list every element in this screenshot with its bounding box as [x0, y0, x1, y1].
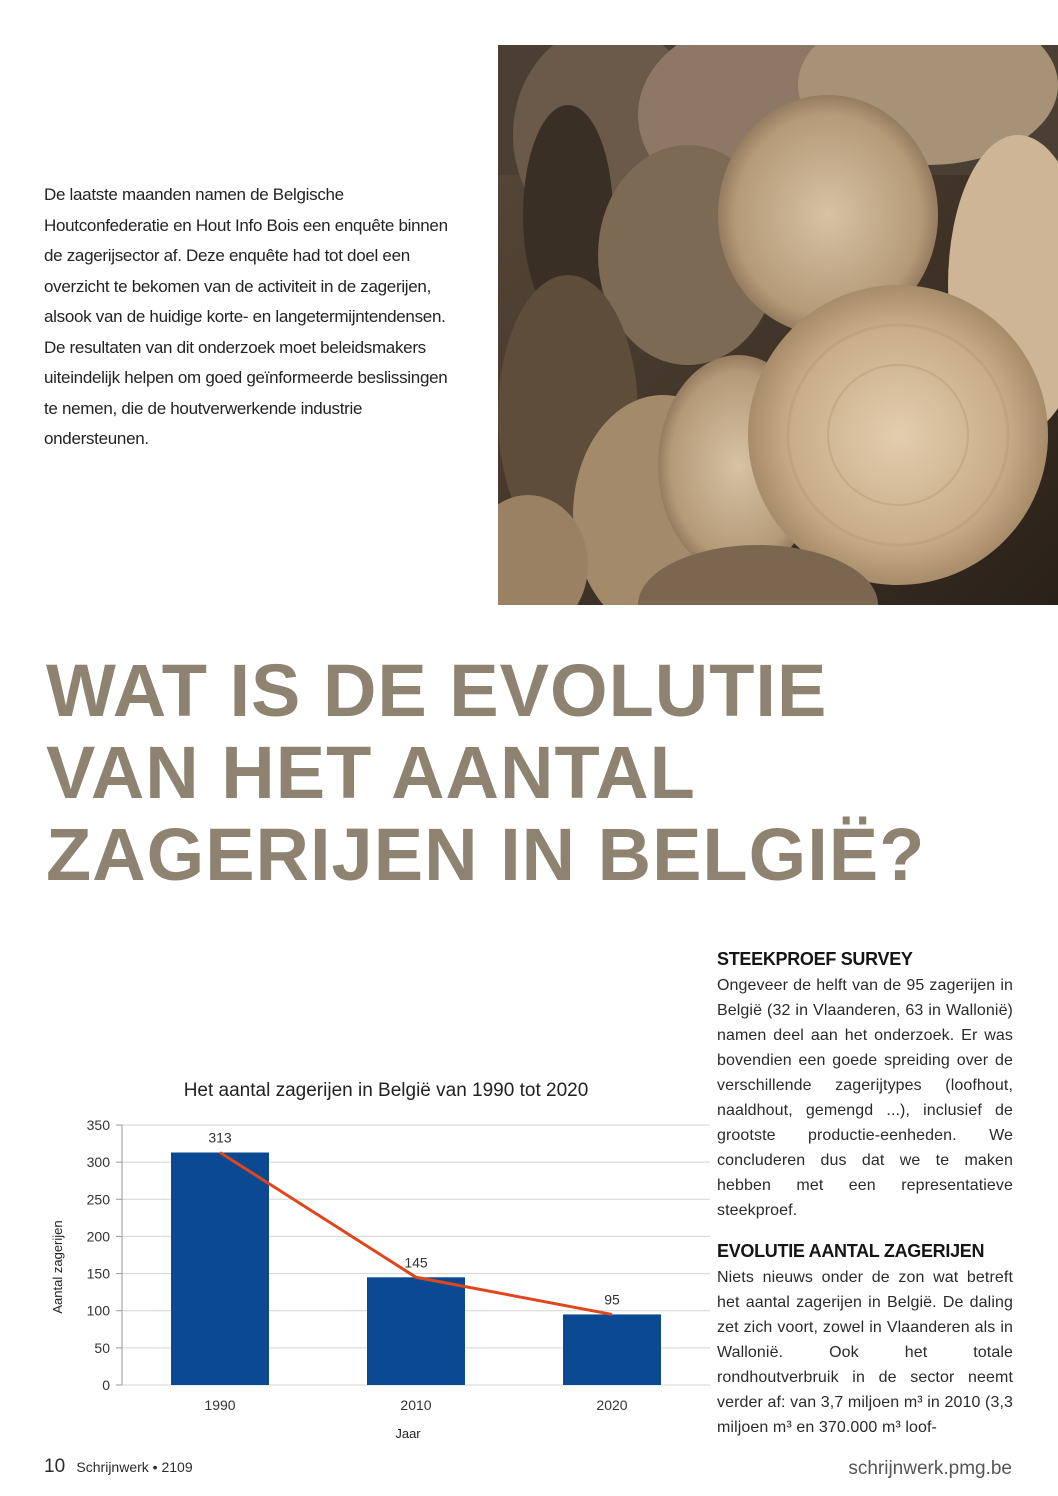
chart-title: Het aantal zagerijen in België van 1990 tot 2020 [183, 1080, 589, 1101]
chart-y-tick-label: 200 [86, 1228, 110, 1245]
headline-line-3: ZAGERIJEN IN BELGIË? [46, 813, 926, 896]
chart-x-tick-label: 1990 [204, 1397, 236, 1413]
page-number: 10 [44, 1456, 66, 1477]
section-body-evolution: Niets nieuws onder de zon wat betreft het aantal zagerijen in België. De daling zet zich voort, zowel in Vlaanderen als in Wallonië. Ook het totale rondhoutverbruik in de sector neemt verder af: van 3,7 miljoen m³ in 2010 (3,3 miljoen m³ en 370.000 m³ loof- [717, 1269, 1013, 1436]
chart-bar [171, 1152, 269, 1385]
chart-y-tick-label: 50 [94, 1339, 110, 1356]
chart-data-label: 95 [604, 1291, 620, 1308]
chart-x-axis-label: Jaar [395, 1426, 421, 1441]
chart-bar [367, 1277, 465, 1385]
chart-y-tick-label: 150 [86, 1265, 110, 1282]
sawmills-bar-chart [44, 1068, 710, 1448]
article-right-column [717, 945, 1013, 1454]
chart-y-tick-label: 300 [86, 1154, 110, 1171]
section-body-survey: Ongeveer de helft van de 95 zagerijen in België (32 in Vlaanderen, 63 in Wallonië) namen deel aan het onderzoek. Er was bovendien een goede spreiding over de verschillende zagerijtypes (loofhout, naaldhout, gemengd ...), inclusief de grootste productie-eenheden. We concluderen dus dat we te maken hebben met een representatieve steekproef. [717, 977, 1013, 1219]
header-photo-logs [498, 45, 1058, 605]
chart-bar [563, 1314, 661, 1385]
chart-y-tick-label: 0 [102, 1377, 110, 1393]
chart-x-tick-label: 2010 [400, 1397, 432, 1413]
intro-paragraph: De laatste maanden namen de Belgische Houtconfederatie en Hout Info Bois een enquête binnen de zagerijsector af. Deze enquête had tot doel een overzicht te bekomen van de activiteit in de zagerijen, alsook van de huidige korte- en langetermijntendensen. De resultaten van dit onderzoek moet beleidsmakers uiteindelijk helpen om goed geïnformeerde beslissingen te nemen, die de houtverwerkende industrie ondersteunen. [44, 185, 448, 448]
headline-line-2: VAN HET AANTAL [46, 731, 696, 814]
section-title-survey: STEEKPROEF SURVEY [717, 949, 913, 969]
stacked-logs-image [498, 45, 1058, 605]
chart-x-tick-label: 2020 [596, 1397, 628, 1413]
chart-data-label: 313 [208, 1129, 232, 1146]
website-link[interactable]: schrijnwerk.pmg.be [848, 1458, 1012, 1479]
page-headline [46, 650, 1006, 896]
footer-left [44, 1456, 193, 1478]
chart-y-axis-label: Aantal zagerijen [50, 1220, 65, 1314]
chart-canvas [44, 1068, 710, 1448]
section-title-evolution: EVOLUTIE AANTAL ZAGERIJEN [717, 1241, 985, 1261]
chart-y-tick-label: 100 [86, 1302, 110, 1319]
publication-name: Schrijnwerk • 2109 [76, 1459, 193, 1475]
chart-data-label: 145 [404, 1254, 428, 1271]
chart-y-tick-label: 250 [86, 1191, 110, 1208]
headline-line-1: WAT IS DE EVOLUTIE [46, 649, 828, 732]
chart-y-tick-label: 350 [86, 1117, 110, 1133]
